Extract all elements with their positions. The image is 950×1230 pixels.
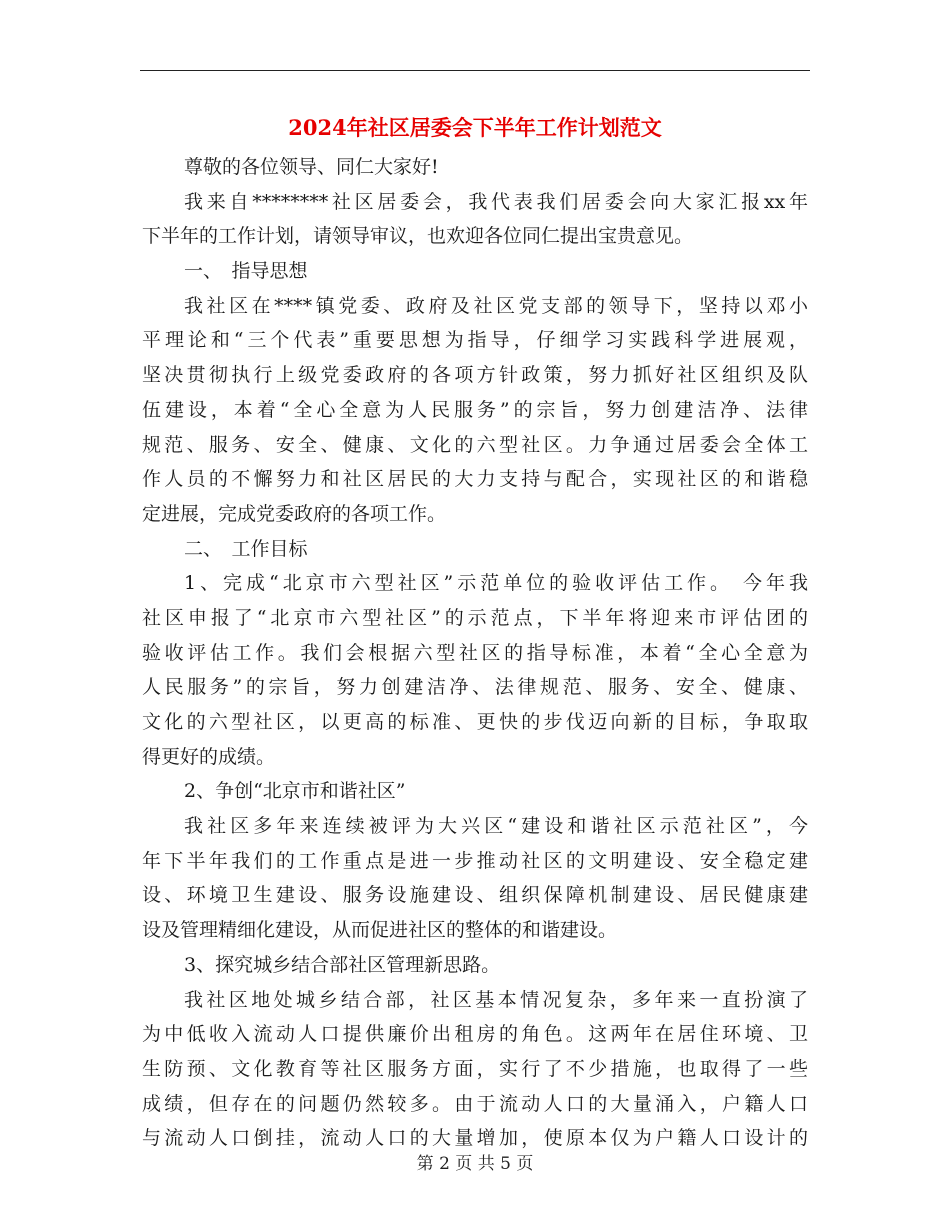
paragraph-line: 设及管理精细化建设，从而促进社区的整体的和谐建设。 [142,919,618,942]
paragraph-line: 成绩，但存在的问题仍然较多。由于流动人口的大量涌入，户籍人口 [142,1092,808,1115]
paragraph-line: 定进展，完成党委政府的各项工作。 [142,502,447,525]
greeting-line: 尊敬的各位领导、同仁大家好! [184,156,439,178]
paragraph-line: 我来自********社区居委会，我代表我们居委会向大家汇报xx年 [184,190,808,213]
paragraph-line: 与流动人口倒挂，流动人口的大量增加，使原本仅为户籍人口设计的 [142,1127,808,1150]
paragraph-line: 作人员的不懈努力和社区居民的大力支持与配合，实现社区的和谐稳 [142,468,808,491]
paragraph-line: 平理论和“三个代表”重要思想为指导，仔细学习实践科学进展观， [142,329,808,352]
page-number-footer: 第 2 页 共 5 页 [416,1154,534,1174]
paragraph-line: 我社区在****镇党委、政府及社区党支部的领导下，坚持以邓小 [184,294,808,317]
paragraph-line: 为中低收入流动人口提供廉价出租房的角色。这两年在居住环境、卫 [142,1023,808,1046]
paragraph-line: 我社区地处城乡结合部，社区基本情况复杂，多年来一直扮演了 [184,988,808,1011]
paragraph-line: 年下半年我们的工作重点是进一步推动社区的文明建设、安全稳定建 [142,849,808,872]
paragraph-line: 得更好的成绩。 [142,745,276,768]
section-heading: 一、 指导思想 [184,260,308,283]
paragraph-line: 我社区多年来连续被评为大兴区“建设和谐社区示范社区”，今 [184,815,808,838]
section-heading: 二、 工作目标 [184,537,308,560]
item-heading: 2、争创“北京市和谐社区” [184,780,406,803]
paragraph-line: 文化的六型社区，以更高的标准、更快的步伐迈向新的目标，争取取 [142,711,808,733]
document-title: 2024年社区居委会下半年工作计划范文 [288,115,662,140]
paragraph-line: 规范、服务、安全、健康、文化的六型社区。力争通过居委会全体工 [142,433,808,456]
paragraph-line: 坚决贯彻执行上级党委政府的各项方针政策，努力抓好社区组织及队 [142,364,808,387]
paragraph-line: 人民服务”的宗旨，努力创建洁净、法律规范、服务、安全、健康、 [142,676,808,699]
paragraph-line: 社区申报了“北京市六型社区”的示范点，下半年将迎来市评估团的 [142,606,808,629]
paragraph-line: 1、完成“北京市六型社区”示范单位的验收评估工作。 今年我 [184,572,808,595]
paragraph-line: 伍建设，本着“全心全意为人民服务”的宗旨，努力创建洁净、法律 [142,398,808,421]
paragraph-line: 设、环境卫生建设、服务设施建设、组织保障机制建设、居民健康建 [142,884,808,907]
document-body [142,150,808,1156]
header-rule [140,70,810,71]
paragraph-line: 验收评估工作。我们会根据六型社区的指导标准，本着“全心全意为 [142,641,808,664]
paragraph-line: 下半年的工作计划，请领导审议，也欢迎各位同仁提出宝贵意见。 [142,225,694,248]
paragraph-line: 生防预、文化教育等社区服务方面，实行了不少措施，也取得了一些 [142,1057,808,1080]
item-heading: 3、探究城乡结合部社区管理新思路。 [184,953,501,976]
